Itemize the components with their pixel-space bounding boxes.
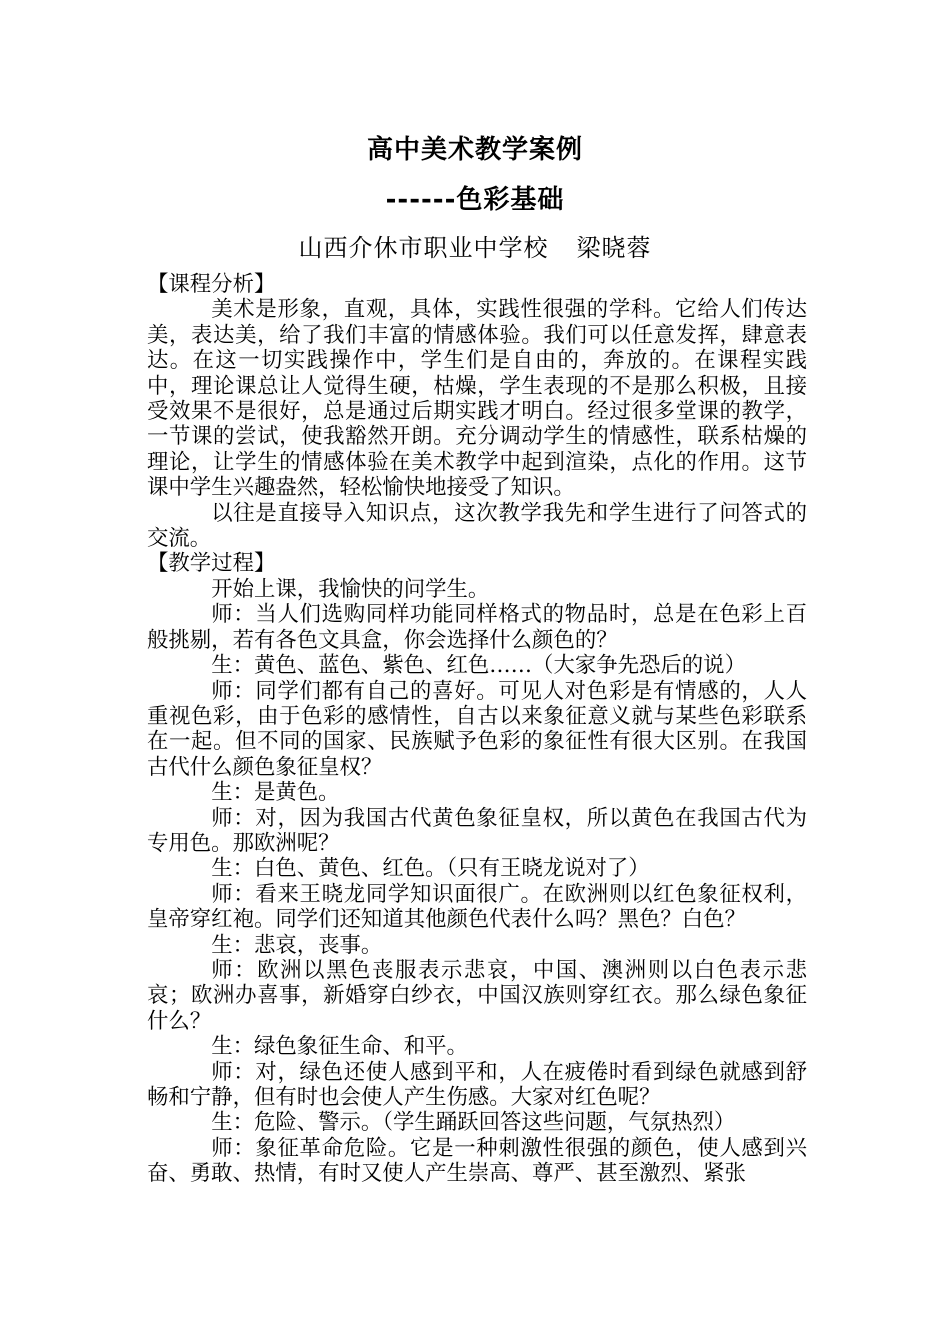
section-heading-teaching-process: 【教学过程】 — [147, 551, 276, 577]
author-name: 梁晓蓉 — [576, 234, 652, 262]
dialogue-line: 师：欧洲以黑色丧服表示悲哀，中国、澳洲则以白色表示悲哀；欧洲办喜事，新婚穿白纱衣，中国汉族则穿红衣。那么绿色象征什么？ — [147, 957, 807, 1034]
dialogue-line: 师：象征革命危险。它是一种刺激性很强的颜色，使人感到兴奋、勇敢、热情，有时又使人产生崇高、尊严、甚至激烈、紧张 — [147, 1135, 807, 1187]
dialogue-line: 师：看来王晓龙同学知识面很广。在欧洲则以红色象征权利，皇帝穿红袍。同学们还知道其他颜色代表什么吗？黑色？白色？ — [147, 881, 807, 933]
dialogue-line: 生：是黄色。 — [211, 780, 340, 806]
dialogue-line: 生：黄色、蓝色、紫色、红色……（大家争先恐后的说） — [211, 653, 746, 679]
dialogue-line: 生：白色、黄色、红色。（只有王晓龙说对了） — [211, 856, 650, 882]
document-body — [147, 272, 807, 1187]
dialogue-line: 师：同学们都有自己的喜好。可见人对色彩是有情感的，人人重视色彩，由于色彩的感情性，自古以来象征意义就与某些色彩联系在一起。但不同的国家、民族赋予色彩的象征性有很大区别。在我国古代什么颜色象征皇权？ — [147, 678, 807, 780]
dialogue-line: 生：悲哀，丧事。 — [211, 932, 383, 958]
paragraph: 开始上课，我愉快的问学生。 — [211, 576, 490, 602]
dialogue-line: 生：危险、警示。（学生踊跃回答这些问题，气氛热烈） — [211, 1110, 736, 1136]
document-subtitle: ------色彩基础 — [385, 185, 565, 215]
author-line — [0, 231, 950, 265]
dialogue-line: 生：绿色象征生命、和平。 — [211, 1034, 468, 1060]
document-title: 高中美术教学案例 — [366, 135, 583, 165]
paragraph: 美术是形象，直观，具体，实践性很强的学科。它给人们传达美，表达美，给了我们丰富的情感体验。我们可以任意发挥，肆意表达。在这一切实践操作中，学生们是自由的，奔放的。在课程实践中，理论课总让人觉得生硬，枯燥，学生表现的不是那么积极，且接受效果不是很好，总是通过后期实践才明白。经过很多堂课的教学，一节课的尝试，使我豁然开朗。充分调动学生的情感性，联系枯燥的理论，让学生的情感体验在美术教学中起到渲染，点化的作用。这节课中学生兴趣盎然，轻松愉快地接受了知识。 — [147, 297, 807, 501]
school-name: 山西介休市职业中学校 — [298, 234, 549, 262]
paragraph: 以往是直接导入知识点，这次教学我先和学生进行了问答式的交流。 — [147, 500, 807, 552]
section-heading-course-analysis: 【课程分析】 — [147, 272, 276, 297]
dialogue-line: 师：当人们选购同样功能同样格式的物品时，总是在色彩上百般挑剔，若有各色文具盒，你会选择什么颜色的？ — [147, 602, 807, 653]
dialogue-line: 师：对，绿色还使人感到平和，人在疲倦时看到绿色就感到舒畅和宁静，但有时也会使人产生伤感。大家对红色呢？ — [147, 1059, 807, 1110]
dialogue-line: 师：对，因为我国古代黄色象征皇权，所以黄色在我国古代为专用色。那欧洲呢？ — [147, 805, 807, 856]
